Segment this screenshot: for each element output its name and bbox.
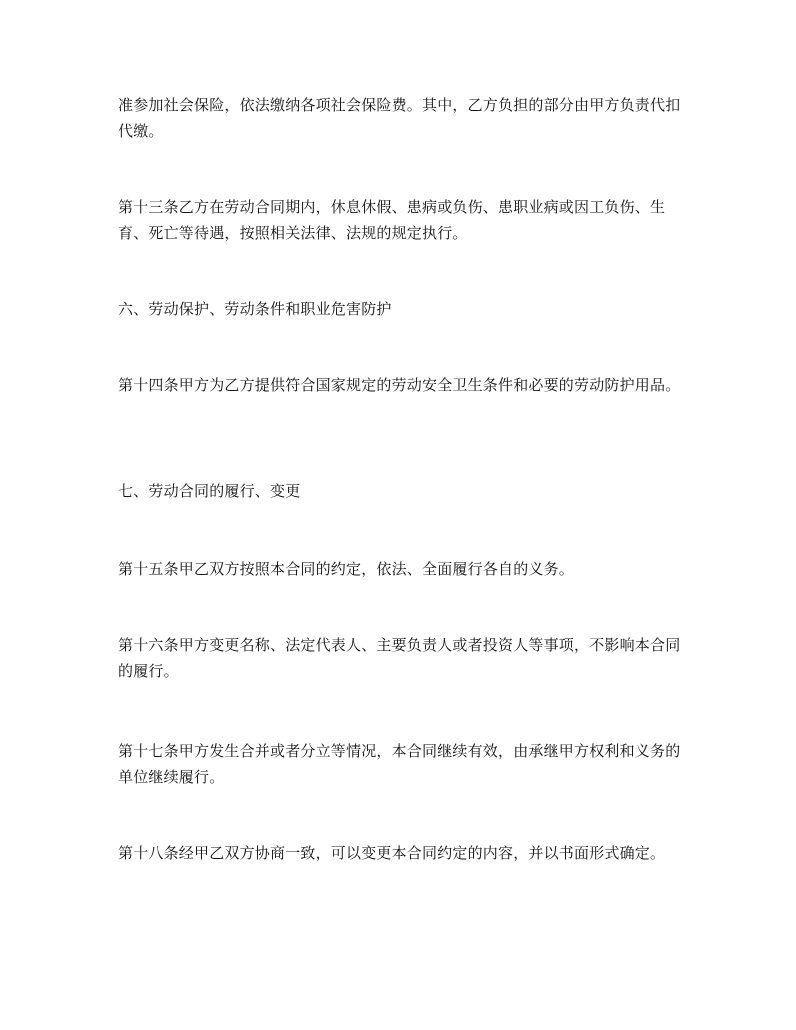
paragraph-social-insurance: 准参加社会保险，依法缴纳各项社会保险费。其中，乙方负担的部分由甲方负责代扣代缴。 xyxy=(118,96,681,140)
paragraph-article-15: 第十五条甲乙双方按照本合同的约定，依法、全面履行各自的义务。 xyxy=(118,560,575,578)
section-heading-7: 七、劳动合同的履行、变更 xyxy=(118,482,301,500)
paragraph-article-17: 第十七条甲方发生合并或者分立等情况，本合同继续有效，由承继甲方权利和义务的单位继续履行。 xyxy=(118,742,681,786)
paragraph-article-16: 第十六条甲方变更名称、法定代表人、主要负责人或者投资人等事项，不影响本合同的履行。 xyxy=(118,636,681,680)
paragraph-article-18: 第十八条经甲乙双方协商一致，可以变更本合同约定的内容，并以书面形式确定。 xyxy=(118,844,666,862)
paragraph-article-14: 第十四条甲方为乙方提供符合国家规定的劳动安全卫生条件和必要的劳动防护用品。 xyxy=(118,376,681,394)
paragraph-article-13: 第十三条乙方在劳动合同期内，休息休假、患病或负伤、患职业病或因工负伤、生育、死亡等待遇，按照相关法律、法规的规定执行。 xyxy=(118,198,666,242)
section-heading-6: 六、劳动保护、劳动条件和职业危害防护 xyxy=(118,300,392,318)
